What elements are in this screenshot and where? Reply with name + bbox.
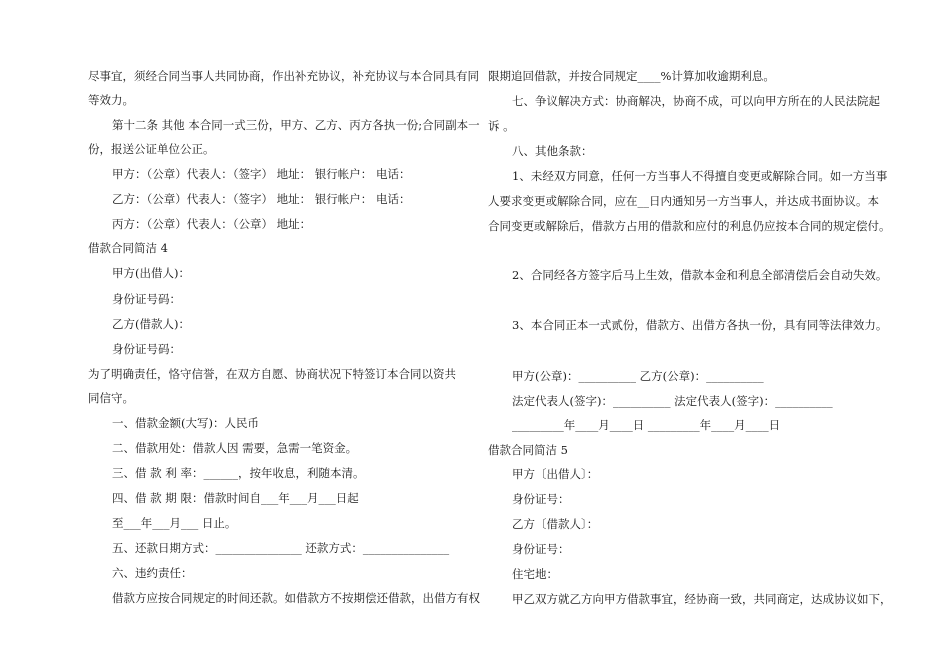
paragraph-line: 人要求变更或解除合同，应在__日内通知另一方当事人，并达成书面协议。本 xyxy=(488,194,879,208)
section-heading-5: 借款合同简洁 5 xyxy=(488,443,568,457)
preamble-line: 为了明确责任，恪守信誉，在双方自愿、协商状况下特签订本合同以资共 xyxy=(88,367,456,381)
article-12-line: 第十二条 其他 本合同一式三份，甲方、乙方、丙方各执一份;合同副本一 xyxy=(112,118,480,132)
other-item-3: 3、本合同正本一式贰份，借款方、出借方各执一份，具有同等法律效力。 xyxy=(512,318,888,332)
section-heading-4: 借款合同简洁 4 xyxy=(88,241,168,255)
other-item-2: 2、合同经各方签字后马上生效，借款本金和利息全部清偿后会自动失效。 xyxy=(512,268,888,282)
borrower-field: 乙方(借款人)： xyxy=(112,317,190,331)
paragraph-line: 等效力。 xyxy=(88,93,134,107)
clause-term-end: 至___年___月___ 日止。 xyxy=(112,516,237,530)
clause-other-heading: 八、其他条款： xyxy=(512,144,593,158)
paragraph-line: 合同变更或解除后，借款方占用的借款和应付的利息仍应按本合同的规定偿付。 xyxy=(488,219,891,233)
borrower-id-field: 身份证号码： xyxy=(112,342,181,356)
borrower-id-field: 身份证号： xyxy=(512,542,570,556)
clause-purpose: 二、借款用处：借款人因 需要，急需一笔资金。 xyxy=(112,441,358,455)
clause-rate: 三、借 款 利 率：______，按年收息，利随本清。 xyxy=(112,466,365,480)
paragraph-line: 限期追回借款，并按合同规定____%计算加收逾期利息。 xyxy=(488,69,775,83)
preamble-line: 同信守。 xyxy=(88,391,134,405)
signature-seal-line: 甲方(公章)：__________ 乙方(公章)：__________ xyxy=(512,369,764,383)
clause-repayment: 五、还款日期方式：_______________ 还款方式：_______________ xyxy=(112,541,450,555)
lender-id-field: 身份证号码： xyxy=(112,292,181,306)
signature-line-party-a: 甲方：（公章）代表人：（签字） 地址： 银行帐户： 电话： xyxy=(112,167,411,181)
signature-rep-line: 法定代表人(签字)：__________ 法定代表人(签字)：__________ xyxy=(512,394,833,408)
clause-term: 四、借 款 期 限：借款时间自___年___月___日起 xyxy=(112,491,359,505)
lender-id-field: 身份证号： xyxy=(512,492,570,506)
paragraph-line: 尽事宜，须经合同当事人共同协商，作出补充协议，补充协议与本合同具有同 xyxy=(88,69,479,83)
clause-breach-text: 借款方应按合同规定的时间还款。如借款方不按期偿还借款，出借方有权 xyxy=(112,591,480,605)
lender-field: 甲方〔出借人〕： xyxy=(512,467,599,481)
paragraph-line: 份，报送公证单位公正。 xyxy=(88,142,215,156)
other-item-1: 1、未经双方同意，任何一方当事人不得擅自变更或解除合同。如一方当事 xyxy=(512,169,888,183)
paragraph-line: 诉 。 xyxy=(488,119,515,133)
signature-line-party-c: 丙方：（公章）代表人：（公章） 地址： xyxy=(112,217,312,231)
clause-dispute: 七、争议解决方式：协商解决，协商不成，可以向甲方所在的人民法院起 xyxy=(512,94,880,108)
clause-amount: 一、借款金额(大写)：人民币 xyxy=(112,416,259,430)
agreement-preamble: 甲乙双方就乙方向甲方借款事宜，经协商一致，共同商定，达成协议如下， xyxy=(512,592,892,606)
borrower-field: 乙方〔借款人〕： xyxy=(512,517,599,531)
signature-date-line: _________年____月____日 _________年____月____日 xyxy=(512,418,781,432)
residence-field: 住宅地： xyxy=(512,567,558,581)
signature-line-party-b: 乙方：（公章）代表人：（签字） 地址： 银行帐户： 电话： xyxy=(112,192,411,206)
lender-field: 甲方(出借人)： xyxy=(112,266,190,280)
clause-breach-heading: 六、违约责任： xyxy=(112,566,193,580)
